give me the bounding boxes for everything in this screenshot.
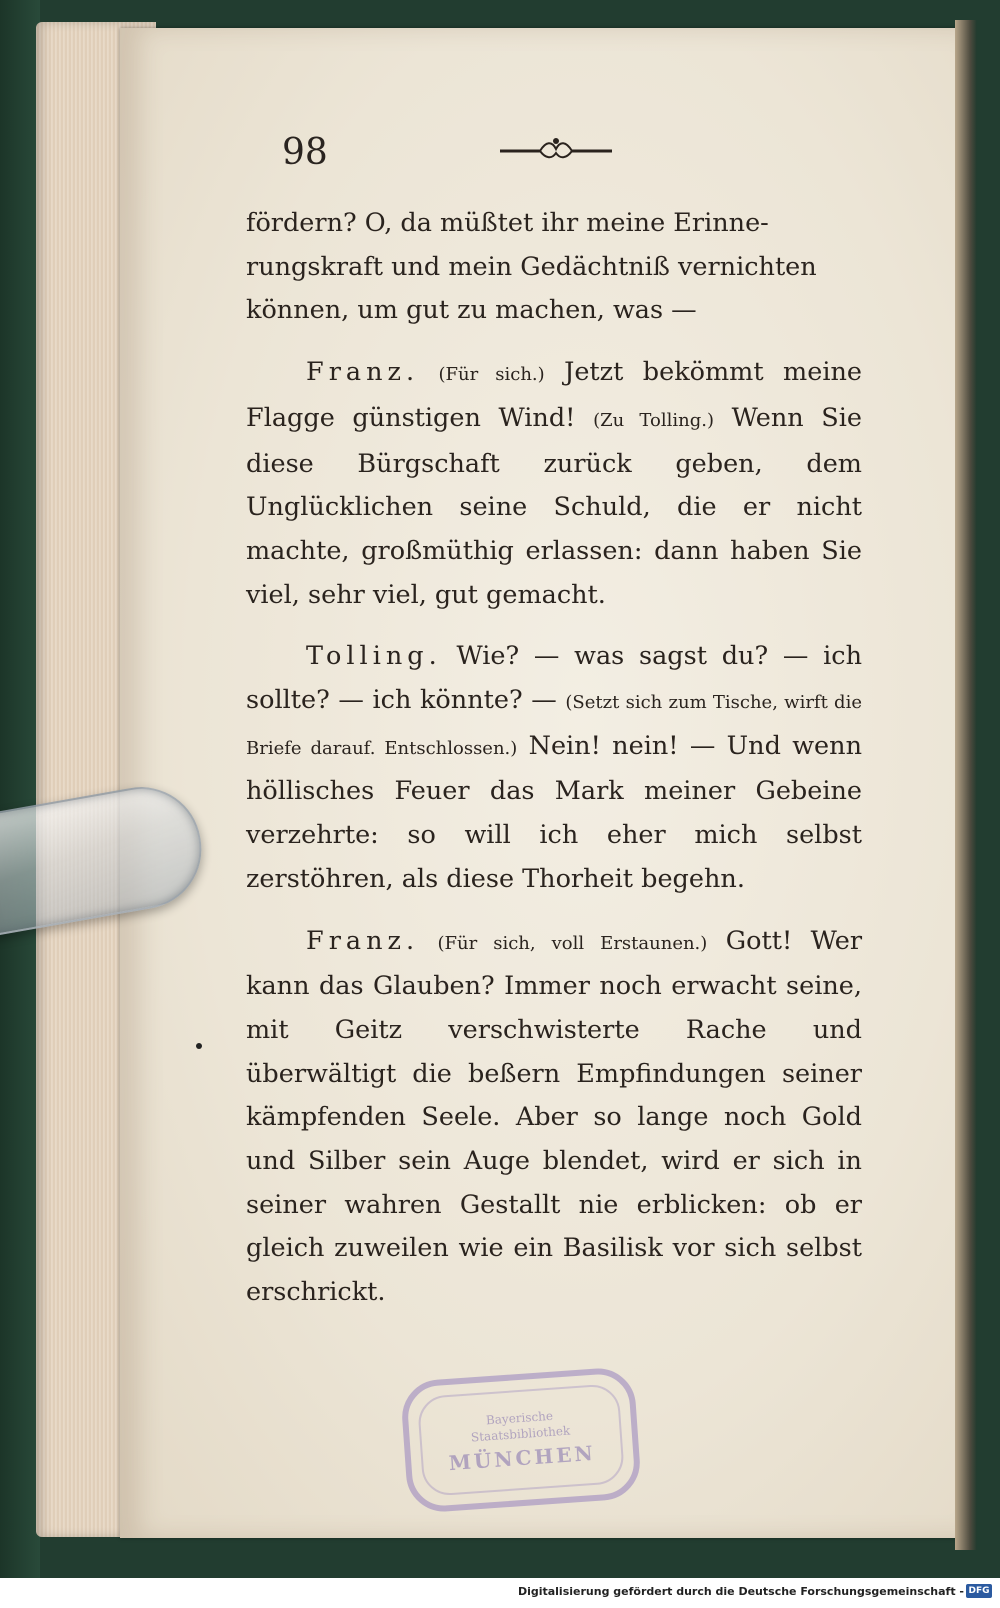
paragraph-continuation	[246, 202, 862, 333]
stage-direction: (Für sich.)	[438, 364, 545, 386]
library-stamp	[400, 1366, 643, 1514]
dialogue-text: Wie? — was sagst du? — ich sollte? — ich könnte? —	[246, 641, 863, 716]
stamp-inner	[417, 1383, 625, 1497]
stage-direction: (Setzt sich zum Tische, wirft die Briefe darauf. Entschlossen.)	[246, 692, 862, 759]
dialogue-text: Wenn Sie diese Bürgschaft zurück geben, dem Unglücklichen seine Schuld, die er nicht machte, großmüthig erlassen: dann haben Sie viel, sehr viel, gut gemacht.	[246, 402, 863, 610]
speaker-name: Franz.	[306, 925, 420, 956]
dfg-logo-icon: DFG	[966, 1584, 992, 1598]
footer-credit: Digitalisierung gefördert durch die Deutsche Forschungsgemeinschaft -	[517, 1585, 964, 1598]
paragraph-tolling	[246, 635, 862, 901]
stamp-city: MÜNCHEN	[447, 1440, 597, 1476]
paragraph-franz-2	[246, 920, 862, 1315]
speaker-name: Franz.	[306, 357, 420, 388]
text-line: rungskraft und mein Gedächtniß vernichten	[246, 251, 817, 282]
gutter-shadow	[955, 20, 977, 1550]
speaker-name: Tolling.	[306, 641, 442, 672]
ornament-icon	[500, 135, 612, 165]
stamp-line: Staatsbibliothek	[470, 1423, 571, 1445]
dialogue-text: Gott! Wer kann das Glauben? Immer noch erwacht seine, mit Geitz verschwisterte Rache und überwältigt die beßern Empfindungen seiner kämpfenden Seele. Aber so lange noch Gold und Silber sein Auge blendet, wird er sich in seiner wahren Gestallt nie erblicken: ob er gleich zuweilen wie ein Basilisk vor sich selbst erschrickt.	[246, 925, 863, 1308]
dialogue-text: Jetzt bekömmt meine Flagge günstigen Wind!	[246, 357, 862, 433]
paragraph-franz-1	[246, 351, 862, 617]
stage-direction: (Für sich, voll Erstaunen.)	[437, 932, 708, 954]
text-line: fördern? O, da müßtet ihr meine Erinne-	[246, 208, 769, 238]
text-line: können, um gut zu machen, was —	[246, 295, 697, 326]
page-number: 98	[282, 132, 328, 173]
dialogue-text: Nein! nein! — Und wenn höllisches Feuer das Mark meiner Gebeine verzehrte: so will ich eher mich selbst zerstöhren, als diese Thorheit begehn.	[246, 730, 862, 894]
stage-direction: (Zu Tolling.)	[593, 409, 714, 431]
stamp-line: Bayerische	[485, 1408, 554, 1428]
ink-dot	[196, 1043, 202, 1049]
main-text	[246, 202, 862, 1333]
